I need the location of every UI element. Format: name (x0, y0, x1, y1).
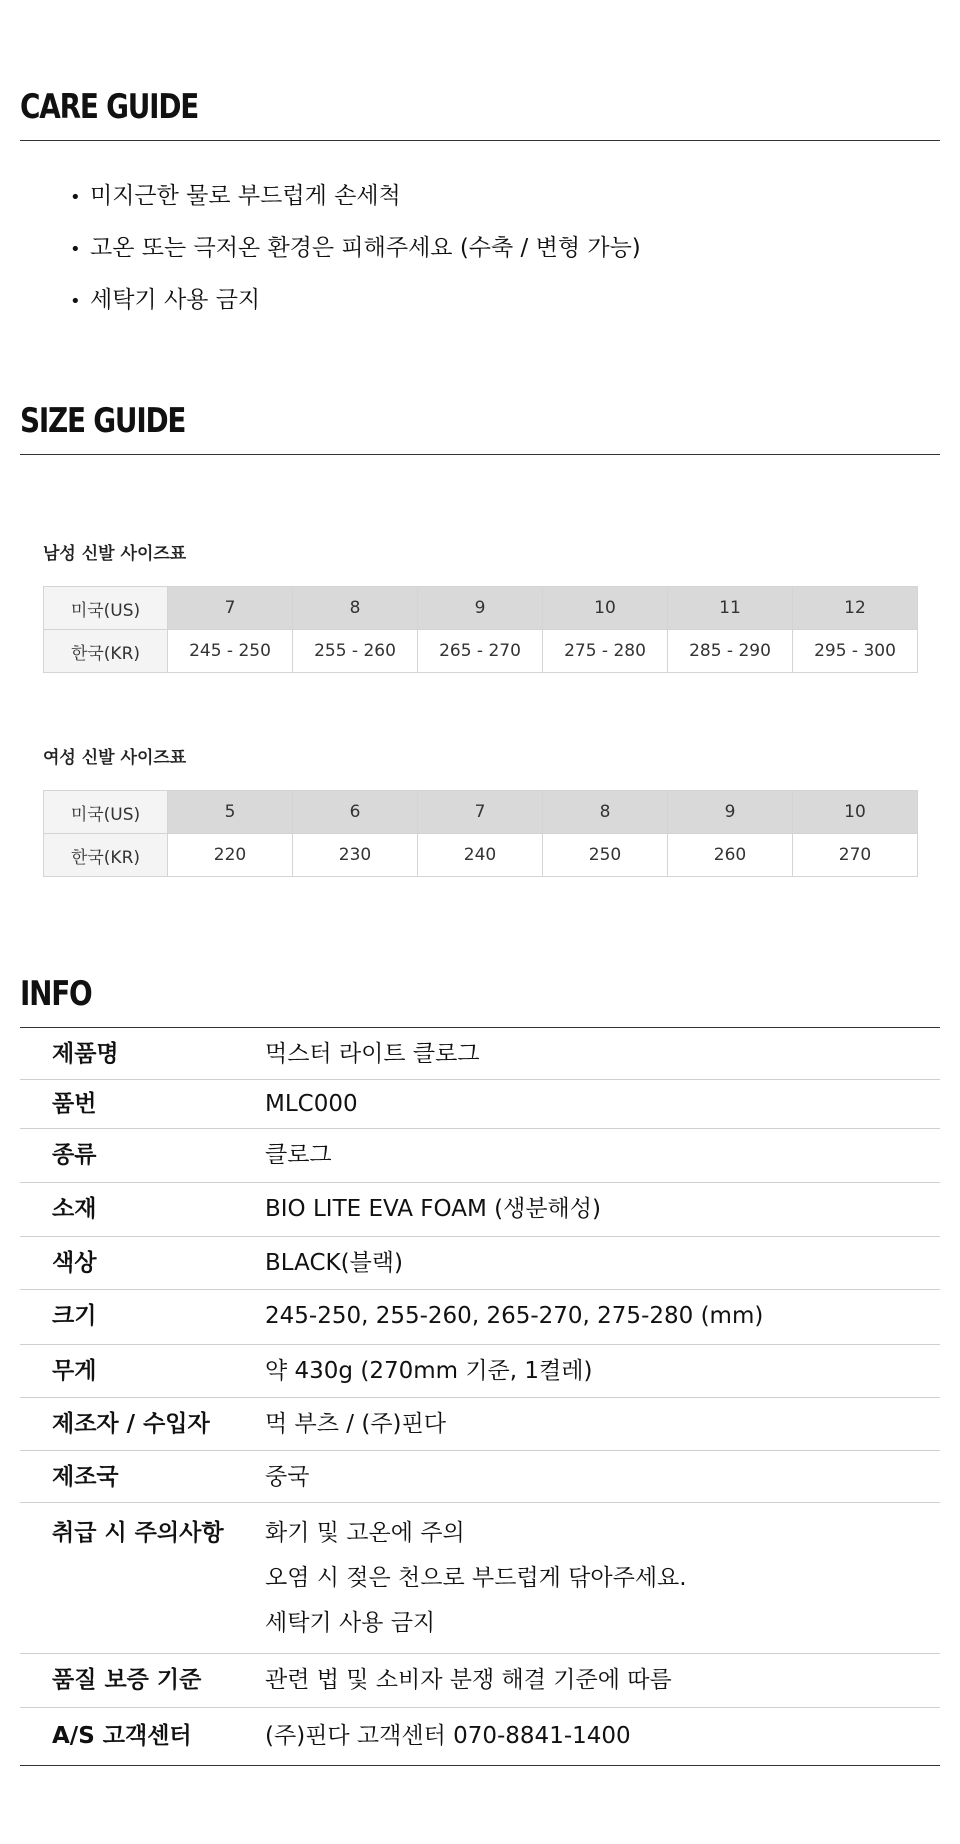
info-label: 제조국 (52, 1464, 119, 1490)
size-guide-title: SIZE GUIDE (20, 401, 186, 441)
info-value: BLACK(블랙) (265, 1250, 403, 1276)
info-value: MLC000 (265, 1091, 358, 1117)
info-value: (주)핀다 고객센터 070-8841-1400 (265, 1723, 631, 1749)
care-guide-title: CARE GUIDE (20, 87, 199, 127)
info-value: 중국 (265, 1464, 310, 1490)
info-label: 색상 (52, 1250, 97, 1276)
size-cell: 10 (543, 587, 668, 630)
size-cell: 240 (418, 834, 543, 877)
info-row-manufacturer (20, 1398, 940, 1451)
size-cell: 6 (293, 791, 418, 834)
info-value: 클로그 (265, 1142, 332, 1168)
men-size-table-title: 남성 신발 사이즈표 (43, 544, 187, 564)
care-guide-divider (20, 140, 940, 141)
size-guide-divider (20, 454, 940, 455)
kr-label: 한국(KR) (44, 834, 168, 877)
size-cell: 255 - 260 (293, 630, 418, 673)
info-row-product-code (20, 1080, 940, 1129)
size-cell: 11 (668, 587, 793, 630)
info-title: INFO (20, 974, 92, 1014)
info-label: 무게 (52, 1358, 97, 1384)
men-size-table (43, 586, 918, 673)
care-guide-list (70, 170, 641, 326)
care-item: • 미지근한 물로 부드럽게 손세척 (70, 170, 641, 222)
info-label: 품번 (52, 1091, 97, 1117)
bullet-icon: • (70, 239, 81, 260)
kr-label: 한국(KR) (44, 630, 168, 673)
size-cell: 9 (418, 587, 543, 630)
info-value: 관련 법 및 소비자 분쟁 해결 기준에 따름 (265, 1667, 672, 1693)
size-cell: 9 (668, 791, 793, 834)
us-label: 미국(US) (44, 791, 168, 834)
info-label: 소재 (52, 1196, 97, 1222)
us-size-row (44, 791, 918, 834)
info-label: 제조자 / 수입자 (52, 1411, 210, 1437)
kr-size-row (44, 834, 918, 877)
bullet-icon: • (70, 291, 81, 312)
info-label: 종류 (52, 1142, 97, 1168)
size-cell: 8 (293, 587, 418, 630)
info-row-service-center (20, 1708, 940, 1766)
care-item: • 세탁기 사용 금지 (70, 274, 641, 326)
size-cell: 10 (793, 791, 918, 834)
bullet-icon: • (70, 187, 81, 208)
info-value: 먹 부츠 / (주)핀다 (265, 1411, 446, 1437)
info-row-country (20, 1451, 940, 1503)
info-label: 제품명 (52, 1041, 119, 1067)
us-label: 미국(US) (44, 587, 168, 630)
size-cell: 8 (543, 791, 668, 834)
info-value: 화기 및 고온에 주의 오염 시 젖은 천으로 부드럽게 닦아주세요. 세탁기 사용 금지 (265, 1520, 687, 1636)
info-value: 245-250, 255-260, 265-270, 275-280 (mm) (265, 1303, 764, 1329)
women-size-table-title: 여성 신발 사이즈표 (43, 748, 187, 768)
info-row-type (20, 1129, 940, 1183)
size-cell: 285 - 290 (668, 630, 793, 673)
size-cell: 230 (293, 834, 418, 877)
size-cell: 270 (793, 834, 918, 877)
info-row-warranty (20, 1654, 940, 1708)
info-row-weight (20, 1345, 940, 1398)
size-cell: 245 - 250 (168, 630, 293, 673)
info-value: 약 430g (270mm 기준, 1켤레) (265, 1358, 593, 1384)
info-row-size (20, 1290, 940, 1345)
info-label: 품질 보증 기준 (52, 1667, 202, 1693)
kr-size-row (44, 630, 918, 673)
size-cell: 7 (168, 587, 293, 630)
info-label: 크기 (52, 1303, 97, 1329)
info-value: BIO LITE EVA FOAM (생분해성) (265, 1196, 601, 1222)
info-row-product-name (20, 1028, 940, 1080)
info-label: 취급 시 주의사항 (52, 1520, 224, 1546)
info-value: 먹스터 라이트 클로그 (265, 1041, 480, 1067)
size-cell: 5 (168, 791, 293, 834)
care-item: • 고온 또는 극저온 환경은 피해주세요 (수축 / 변형 가능) (70, 222, 641, 274)
info-row-color (20, 1237, 940, 1290)
size-cell: 7 (418, 791, 543, 834)
info-row-material (20, 1183, 940, 1237)
info-row-handling (20, 1503, 940, 1654)
us-size-row (44, 587, 918, 630)
size-cell: 220 (168, 834, 293, 877)
size-cell: 265 - 270 (418, 630, 543, 673)
size-cell: 250 (543, 834, 668, 877)
size-cell: 260 (668, 834, 793, 877)
size-cell: 275 - 280 (543, 630, 668, 673)
size-cell: 295 - 300 (793, 630, 918, 673)
info-label: A/S 고객센터 (52, 1723, 192, 1749)
size-cell: 12 (793, 587, 918, 630)
women-size-table (43, 790, 918, 877)
